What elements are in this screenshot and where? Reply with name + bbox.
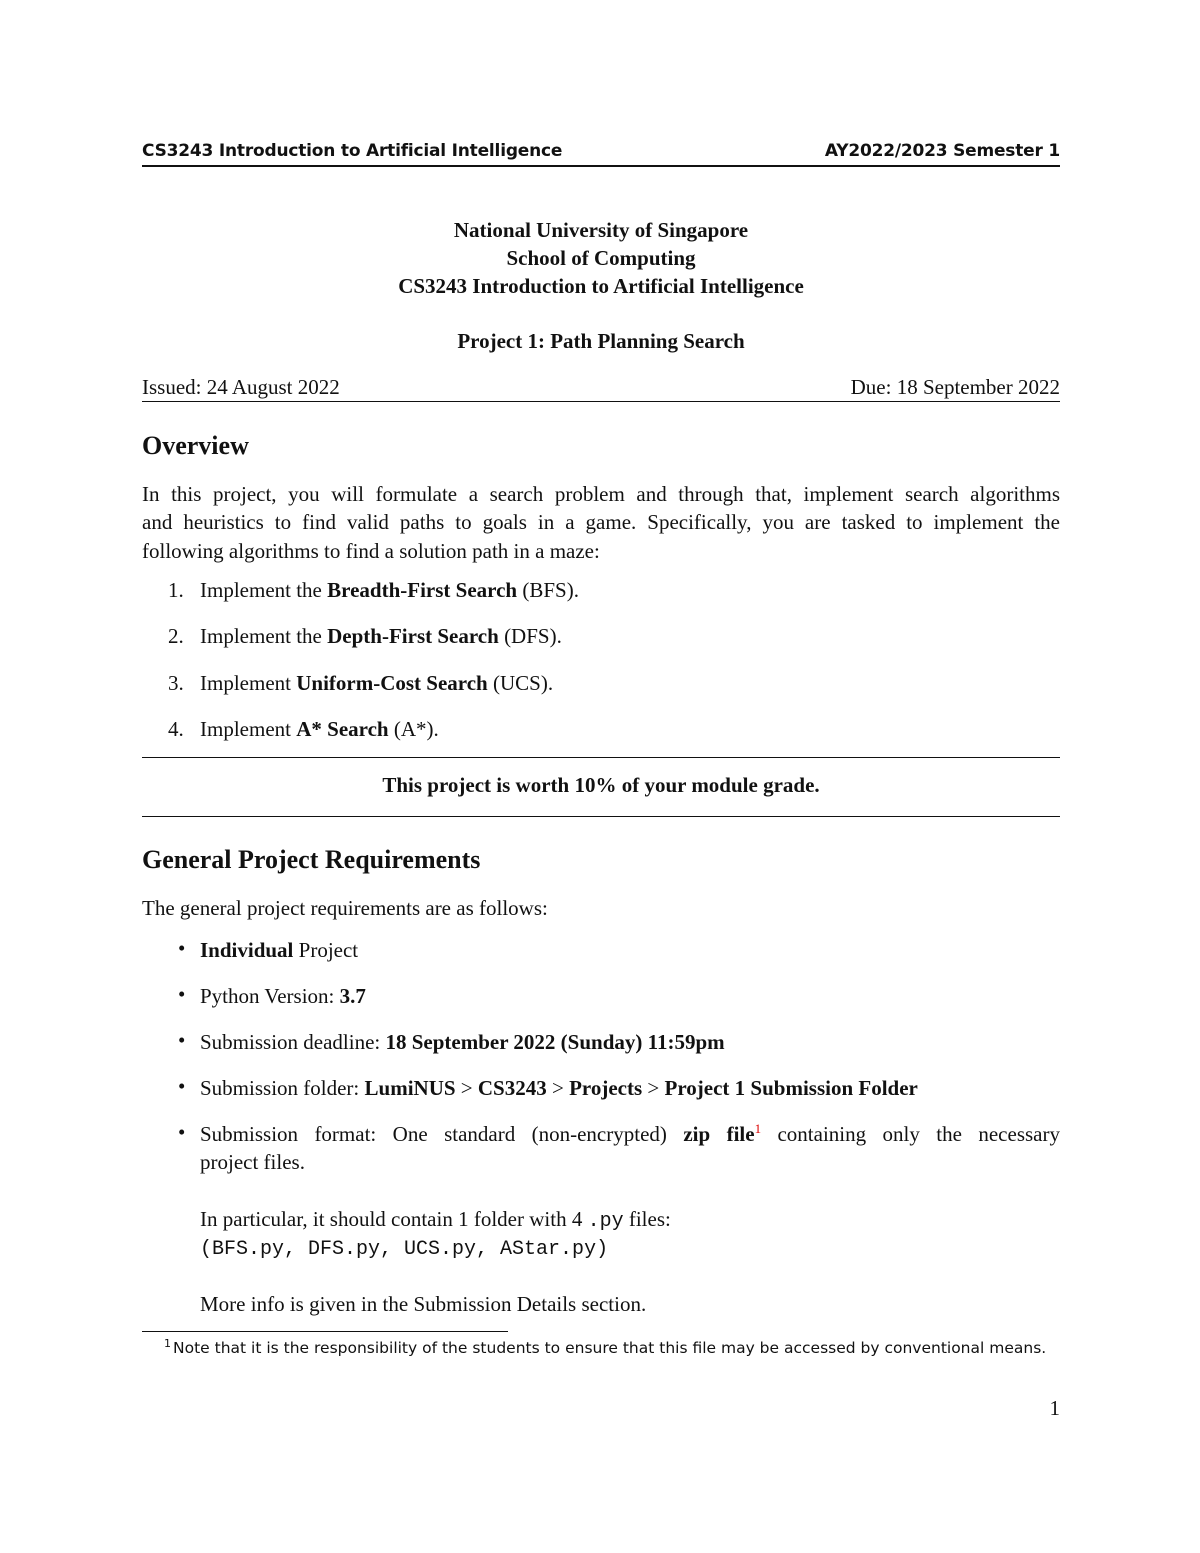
list-item: [178, 982, 1060, 1010]
list-item: [178, 1074, 1060, 1102]
bullet-icon: •: [178, 982, 186, 1006]
course-title: CS3243 Introduction to Artificial Intelligence: [398, 274, 804, 298]
overview-line-2: and heuristics to find valid paths to goals in a game. Specifically, you are tasked to implement the: [142, 510, 1060, 535]
list-text: Submission format: One standard (non-encrypted): [200, 1122, 684, 1146]
list-text: Submission deadline:: [200, 1030, 386, 1054]
particular-block: [178, 1205, 1060, 1265]
list-bold: zip file: [683, 1122, 755, 1146]
folder-path-part: Project 1 Submission Folder: [664, 1076, 918, 1100]
list-text: Python Version:: [200, 984, 340, 1008]
list-number: 4.: [168, 717, 184, 741]
list-text: Implement the: [200, 578, 328, 602]
list-text: Implement the: [200, 624, 328, 648]
list-text: containing only the necessary: [761, 1122, 1060, 1146]
path-separator: >: [455, 1076, 478, 1100]
bullet-icon: •: [178, 1028, 186, 1052]
particular-line: [200, 1205, 1060, 1236]
running-header: [142, 141, 1060, 167]
folder-path-part: LumiNUS: [364, 1076, 456, 1100]
bullet-icon: •: [178, 1120, 186, 1144]
list-text: (DFS).: [498, 624, 562, 648]
footnote-rule: [142, 1331, 508, 1332]
list-bold: A* Search: [296, 717, 389, 741]
code-extension: .py: [587, 1210, 624, 1233]
list-bold: Uniform-Cost Search: [296, 671, 488, 695]
files-code: (BFS.py, DFS.py, UCS.py, AStar.py): [200, 1238, 609, 1262]
list-text: Project: [293, 938, 359, 962]
project-title: Project 1: Path Planning Search: [457, 329, 745, 353]
bullet-icon: •: [178, 936, 186, 960]
list-text: (A*).: [388, 717, 439, 741]
list-item: [178, 1028, 1060, 1056]
university-name: National University of Singapore: [453, 218, 749, 242]
list-item: [178, 936, 1060, 964]
list-text: files:: [623, 1207, 671, 1231]
list-text: (UCS).: [487, 671, 554, 695]
divider: [142, 757, 1060, 758]
format-line-2: project files.: [200, 1150, 305, 1175]
list-text: Implement: [200, 671, 297, 695]
overview-heading: Overview: [142, 431, 249, 460]
path-separator: >: [546, 1076, 570, 1100]
issued-date: Issued: 24 August 2022: [142, 375, 340, 399]
footnote-reference[interactable]: 1: [754, 1121, 762, 1136]
list-number: 2.: [168, 624, 184, 648]
overview-line-1: In this project, you will formulate a search problem and through that, implement search algorithms: [142, 482, 1060, 506]
header-semester: AY2022/2023 Semester 1: [824, 141, 1060, 161]
format-line-1: [200, 1120, 1060, 1148]
list-text: Submission folder:: [200, 1076, 365, 1100]
list-bold: Depth-First Search: [327, 624, 499, 648]
python-version: 3.7: [339, 984, 366, 1008]
list-item: [168, 578, 579, 603]
more-info-block: [178, 1290, 1060, 1318]
list-item: [178, 1120, 1060, 1177]
deadline-value: 18 September 2022 (Sunday) 11:59pm: [385, 1030, 725, 1054]
bullet-icon: •: [178, 1074, 186, 1098]
dates-row: [142, 375, 1060, 402]
list-number: 1.: [168, 578, 184, 602]
footnote: [166, 1337, 1046, 1357]
school-name: School of Computing: [506, 246, 696, 270]
overview-paragraph: [142, 480, 1060, 565]
requirements-intro: The general project requirements are as follows:: [142, 896, 548, 920]
header-course: CS3243 Introduction to Artificial Intelligence: [142, 141, 563, 161]
footnote-mark: 1: [164, 1337, 171, 1350]
overview-line-3: following algorithms to find a solution path in a maze:: [142, 538, 600, 563]
title-block: [142, 216, 1060, 300]
footnote-text: Note that it is the responsibility of the students to ensure that this file may be accessed by conventional means.: [173, 1339, 1047, 1358]
page-number: 1: [1049, 1396, 1060, 1420]
folder-path-part: CS3243: [477, 1076, 547, 1100]
list-text: (BFS).: [517, 578, 579, 602]
list-item: [168, 717, 439, 742]
list-item: [168, 624, 562, 649]
divider: [142, 816, 1060, 817]
list-bold: Individual: [200, 938, 294, 962]
list-bold: Breadth-First Search: [327, 578, 518, 602]
list-text: Implement: [200, 717, 297, 741]
path-separator: >: [642, 1076, 665, 1100]
requirements-heading: General Project Requirements: [142, 845, 481, 874]
due-date: Due: 18 September 2022: [850, 375, 1060, 399]
list-number: 3.: [168, 671, 184, 695]
grade-worth-note: This project is worth 10% of your module grade.: [382, 773, 820, 797]
list-item: [168, 671, 553, 696]
folder-path-part: Projects: [569, 1076, 643, 1100]
list-text: In particular, it should contain 1 folder with 4: [200, 1207, 588, 1231]
more-info-text: More info is given in the Submission Details section.: [200, 1292, 647, 1316]
